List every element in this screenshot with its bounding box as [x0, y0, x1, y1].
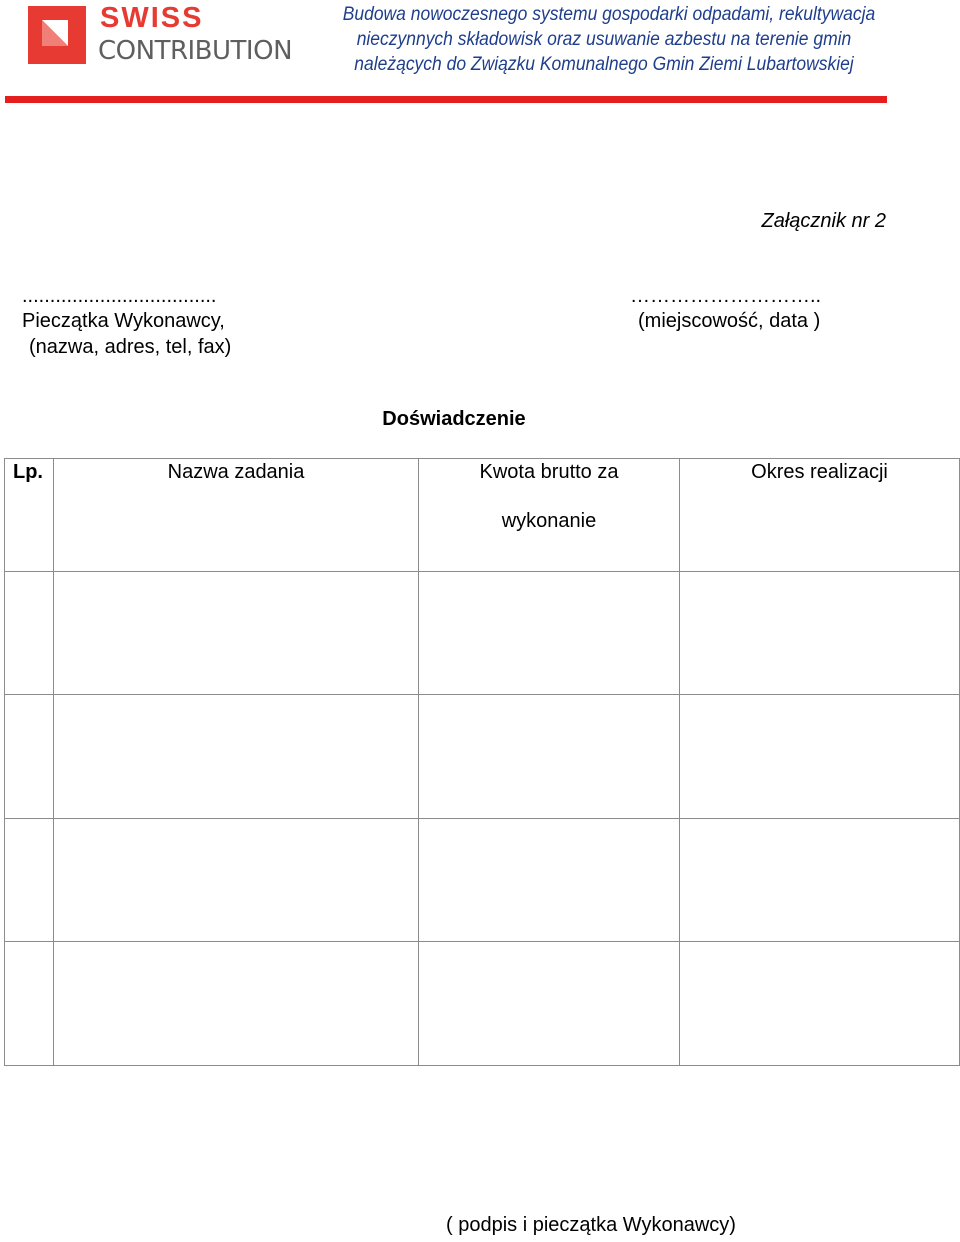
table-row — [5, 818, 960, 942]
logo-text-contribution: CONTRIBUTION — [98, 36, 293, 66]
project-title-line-2: nieczynnych składowisk oraz usuwanie azbestu na terenie gmin — [356, 29, 852, 50]
header-cell-period — [680, 459, 960, 572]
header-cell-name — [54, 459, 419, 572]
header-amount-line-2: wykonanie — [501, 510, 597, 532]
stamp-details-label: (nazwa, adres, tel, fax) — [29, 336, 232, 358]
table-cell-amount[interactable] — [419, 942, 680, 1066]
table-cell-amount[interactable] — [419, 818, 680, 942]
table-cell-name[interactable] — [54, 818, 419, 942]
table-cell-lp[interactable] — [5, 695, 54, 819]
logo-text-swiss: SWISS — [100, 2, 204, 34]
table-cell-name[interactable] — [54, 571, 419, 695]
swiss-contribution-logo — [28, 4, 318, 66]
table-cell-period[interactable] — [680, 571, 960, 695]
table-row — [5, 942, 960, 1066]
header-lp-text: Lp. — [13, 461, 43, 483]
table-cell-period[interactable] — [680, 695, 960, 819]
attachment-label: Załącznik nr 2 — [761, 210, 886, 232]
swiss-logo-mark-icon — [28, 6, 86, 64]
stamp-label: Pieczątka Wykonawcy, — [22, 310, 225, 332]
project-title — [342, 2, 876, 77]
signature-label: ( podpis i pieczątka Wykonawcy) — [446, 1214, 736, 1236]
experience-table — [4, 458, 960, 1066]
place-date-label: (miejscowość, data ) — [638, 310, 821, 332]
table-row — [5, 571, 960, 695]
header-cell-amount — [419, 459, 680, 572]
table-cell-amount[interactable] — [419, 571, 680, 695]
header-period-text: Okres realizacji — [751, 461, 888, 483]
table-cell-amount[interactable] — [419, 695, 680, 819]
project-title-line-3: należących do Związku Komunalnego Gmin Ziemi Lubartowskiej — [354, 54, 854, 75]
table-cell-name[interactable] — [54, 695, 419, 819]
table-row — [5, 695, 960, 819]
table-cell-lp[interactable] — [5, 571, 54, 695]
table-cell-lp[interactable] — [5, 942, 54, 1066]
header-divider — [5, 96, 887, 103]
header-name-text: Nazwa zadania — [167, 461, 305, 483]
table-cell-lp[interactable] — [5, 818, 54, 942]
table-cell-name[interactable] — [54, 942, 419, 1066]
section-title: Doświadczenie — [382, 408, 526, 430]
stamp-dotted-line: ................................... — [22, 285, 217, 307]
table-cell-period[interactable] — [680, 942, 960, 1066]
header-cell-lp — [5, 459, 54, 572]
table-cell-period[interactable] — [680, 818, 960, 942]
header-amount-line-1: Kwota brutto za — [479, 461, 619, 483]
table-header-row — [5, 459, 960, 572]
place-date-dotted-line: ……………………….. — [630, 285, 822, 307]
project-title-line-1: Budowa nowoczesnego systemu gospodarki odpadami, rekultywacja — [342, 4, 876, 25]
